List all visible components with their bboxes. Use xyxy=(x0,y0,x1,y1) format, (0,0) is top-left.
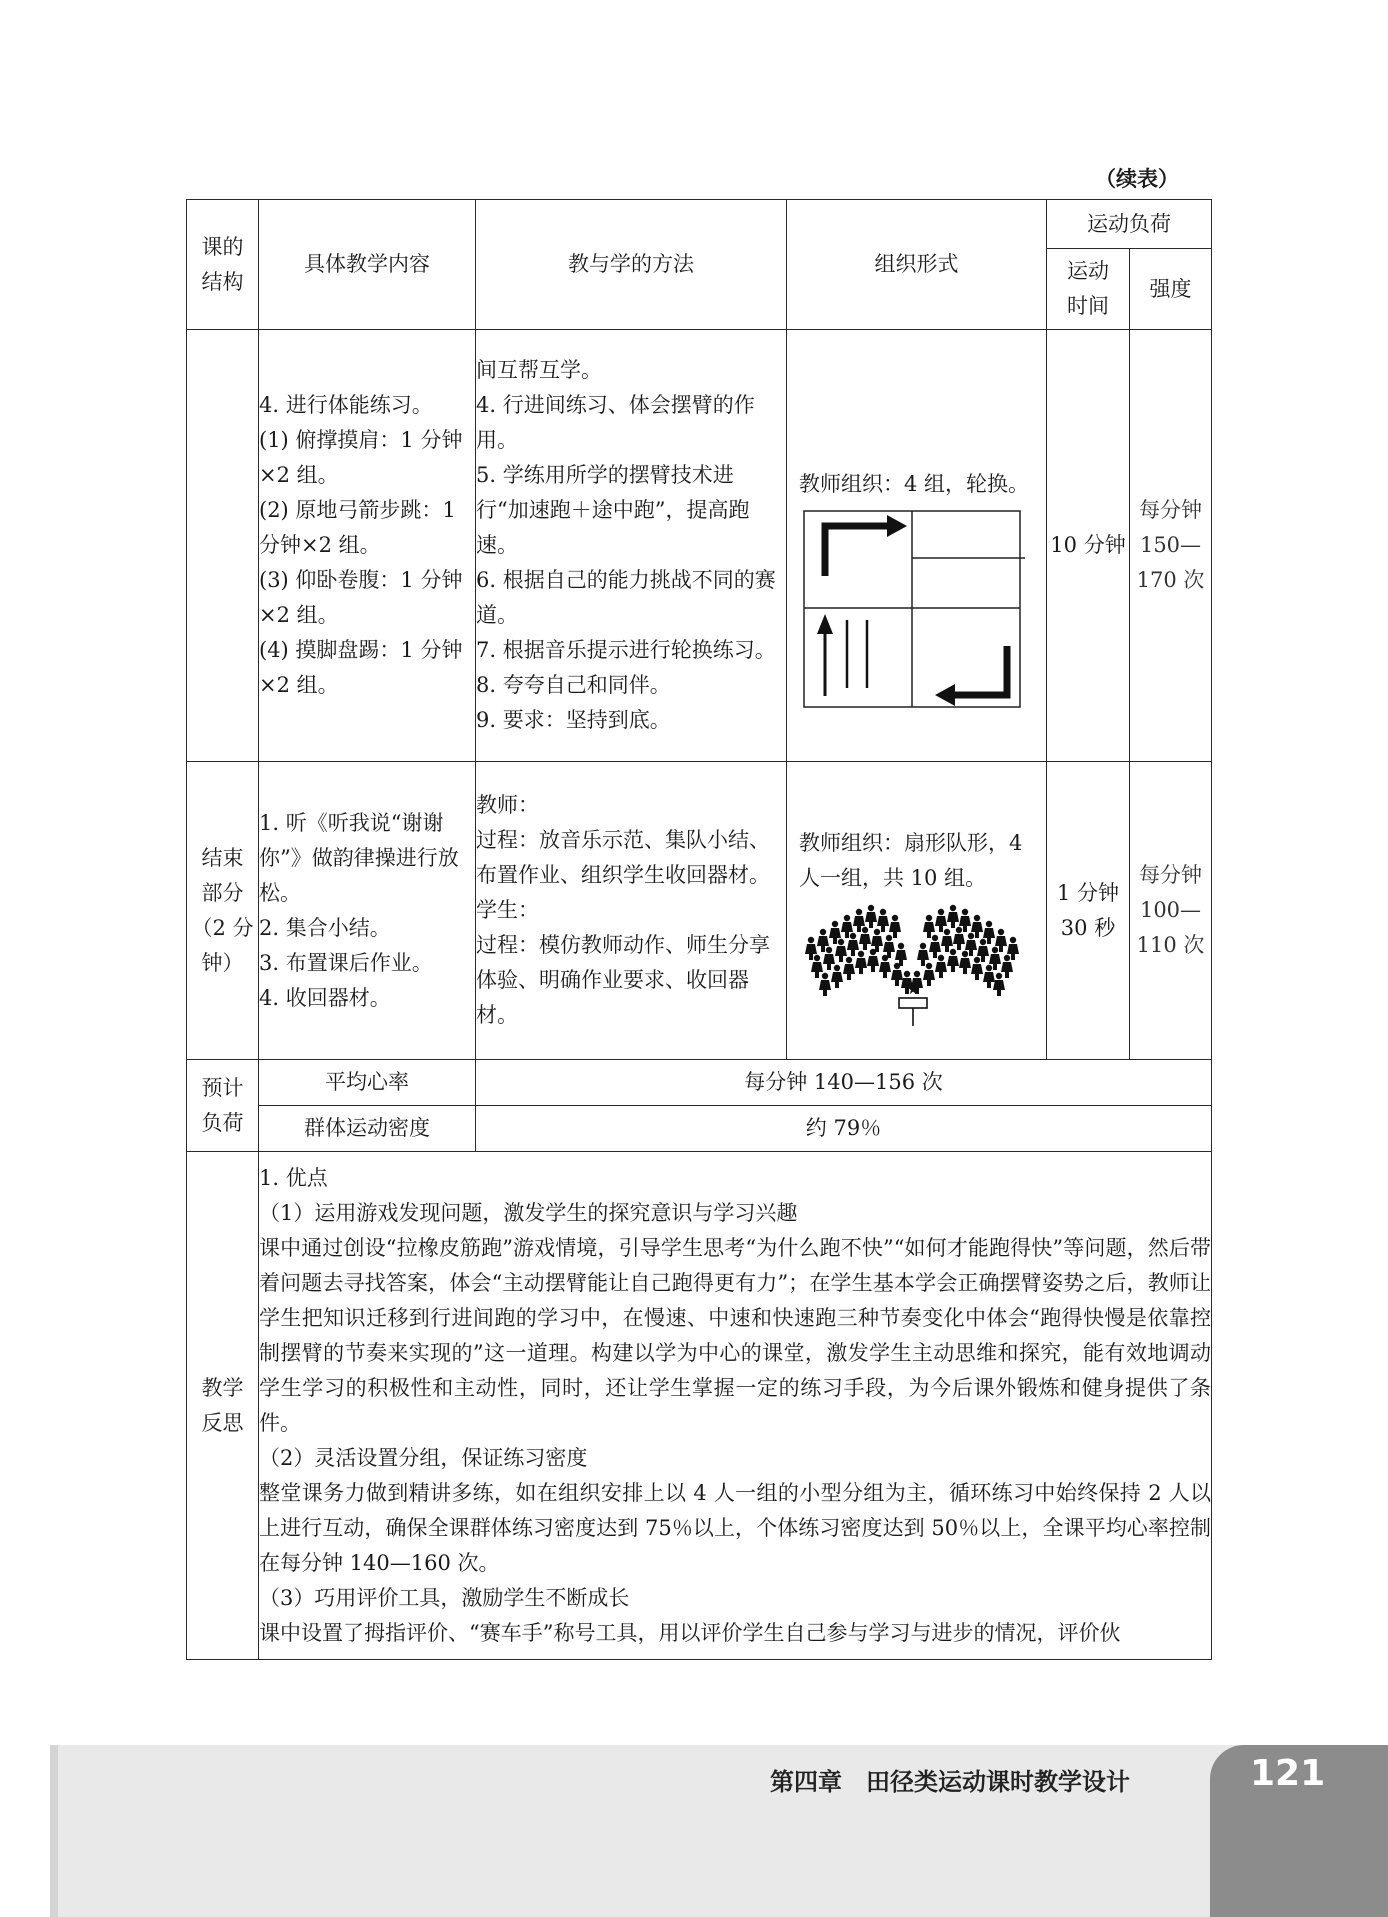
row-fitness-org-text: 教师组织：4 组，轮换。 xyxy=(799,472,1030,496)
row-end-structure: 结束 部分 （2 分 钟） xyxy=(187,762,259,1060)
stage-icon xyxy=(899,998,927,1008)
row-fitness-intensity: 每分钟 150— 170 次 xyxy=(1130,330,1212,762)
row-fitness-structure xyxy=(187,330,259,762)
reflection-paragraph: 课中设置了拇指评价、“赛车手”称号工具，用以评价学生自己参与学习与进步的情况，评价伙 xyxy=(259,1620,1121,1645)
row-reflection-text xyxy=(259,1152,1212,1660)
row-fitness-methods: 间互帮互学。 4. 行进间练习、体会摆臂的作用。 5. 学练用所学的摆臂技术进行“加速跑＋途中跑”，提高跑速。 6. 根据自己的能力挑战不同的赛道。 7. 根据音乐提示进行轮换练习。 8. 夸夸自己和同伴。 9. 要求：坚持到底。 xyxy=(476,330,787,762)
row-load-hr-label: 平均心率 xyxy=(259,1060,476,1106)
row-end-org-text: 教师组织：扇形队形，4 人一组，共 10 组。 xyxy=(799,830,1023,890)
page-number: 121 xyxy=(1250,1753,1326,1794)
row-end-intensity: 每分钟 100— 110 次 xyxy=(1130,762,1212,1060)
row-fitness-time: 10 分钟 xyxy=(1047,330,1130,762)
header-load: 运动负荷 xyxy=(1047,200,1212,249)
header-content: 具体教学内容 xyxy=(259,200,476,330)
reflection-paragraph: 课中通过创设“拉橡皮筋跑”游戏情境，引导学生思考“为什么跑不快”“如何才能跑得快”等问题，然后带着问题去寻找答案，体会“主动摆臂能让自己跑得更有力”；在学生基本学会正确摆臂姿势之后，教师让学生把知识迁移到行进间跑的学习中，在慢速、中速和快速跑三种节奏变化中体会“跑得快慢是依靠控制摆臂的节奏来实现的”这一道理。构建以学为中心的课堂，激发学生主动思维和探究，能有效地调动学生学习的积极性和主动性，同时，还让学生掌握一定的练习手段，为今后课外锻炼和健身提供了条件。 xyxy=(259,1235,1211,1435)
reflection-paragraph: 1. 优点 xyxy=(259,1165,328,1190)
row-fitness-content: 4. 进行体能练习。 (1) 俯撑摸肩：1 分钟×2 组。 (2) 原地弓箭步跳：1 分钟×2 组。 (3) 仰卧卷腹：1 分钟×2 组。 (4) 摸脚盘踢：1 分钟×2 组。 xyxy=(259,330,476,762)
teacher-star-icon: ★ xyxy=(906,981,920,998)
rotation-diagram xyxy=(801,508,1025,710)
page-footer xyxy=(50,1745,1388,1917)
chapter-title: 第四章 田径类运动课时教学设计 xyxy=(770,1768,1130,1796)
page-number-box xyxy=(1210,1745,1388,1917)
row-load-density-value: 约 79％ xyxy=(476,1106,1212,1152)
continued-label: （续表） xyxy=(1095,167,1179,191)
row-end-content: 1. 听《听我说“谢谢你”》做韵律操进行放松。 2. 集合小结。 3. 布置课后作业。 4. 收回器材。 xyxy=(259,762,476,1060)
row-end-organization xyxy=(787,762,1047,1060)
header-intensity: 强度 xyxy=(1130,249,1212,330)
fan-formation-diagram xyxy=(801,902,1037,1032)
header-time: 运动 时间 xyxy=(1047,249,1130,330)
row-load-hr-value: 每分钟 140—156 次 xyxy=(476,1060,1212,1106)
row-end-time: 1 分钟 30 秒 xyxy=(1047,762,1130,1060)
reflection-paragraph: 整堂课务力做到精讲多练，如在组织安排上以 4 人一组的小型分组为主，循环练习中始终保持 2 人以上进行互动，确保全课群体练习密度达到 75％以上，个体练习密度达到 50％以上，全课平均心率控制在每分钟 140—160 次。 xyxy=(259,1480,1211,1575)
reflection-paragraph: （1）运用游戏发现问题，激发学生的探究意识与学习兴趣 xyxy=(259,1200,798,1225)
row-load-structure: 预计 负荷 xyxy=(187,1060,259,1152)
row-load-density-label: 群体运动密度 xyxy=(259,1106,476,1152)
row-end-methods: 教师： 过程：放音乐示范、集队小结、布置作业、组织学生收回器材。 学生： 过程：模仿教师动作、师生分享体验、明确作业要求、收回器材。 xyxy=(476,762,787,1060)
row-reflection-structure: 教学 反思 xyxy=(187,1152,259,1660)
header-organization: 组织形式 xyxy=(787,200,1047,330)
reflection-paragraph: （2）灵活设置分组，保证练习密度 xyxy=(259,1445,588,1470)
footer-stripe xyxy=(50,1745,58,1917)
lesson-table xyxy=(186,199,1212,1660)
header-methods: 教与学的方法 xyxy=(476,200,787,330)
row-fitness-organization xyxy=(787,330,1047,762)
header-structure: 课的 结构 xyxy=(187,200,259,330)
reflection-paragraph: （3）巧用评价工具，激励学生不断成长 xyxy=(259,1585,630,1610)
